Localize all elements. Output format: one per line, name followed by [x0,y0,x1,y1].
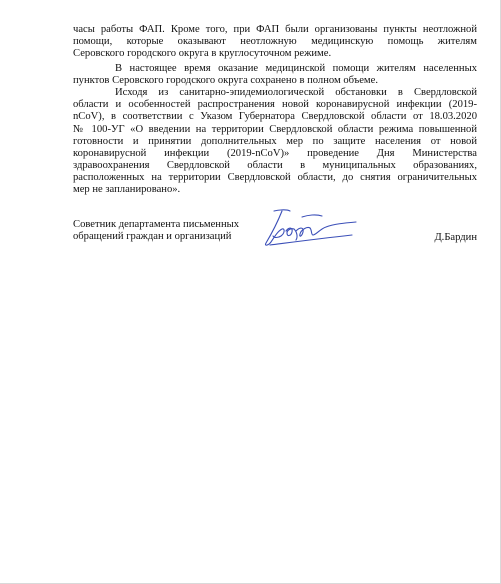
text-line: nCoV), в соответствии с Указом Губернатора Свердловской области от 18.03.2020 [73,111,477,123]
text-line: пунктов Серовского городского округа сохранено в полном объеме. [73,74,378,86]
text-line: В настоящее время оказание медицинской помощи жителям населенных [115,62,477,74]
text-line: Исходя из санитарно-эпидемиологической обстановки в Свердловской [115,86,477,98]
text-line: здравоохранения Свердловской области в муниципальных образованиях, [73,160,477,172]
text-line: Серовского городского округа в круглосуточном режиме. [73,48,332,60]
handwritten-signature [256,205,364,249]
position-line: Советник департамента письменных [73,219,240,230]
text-line: области и особенностей распространения новой коронавирусной инфекции (2019- [73,99,477,111]
position-line: обращений граждан и организаций [73,231,232,243]
text-line: коронавирусной инфекции (2019-nCoV)» проведение Дня Министерства [73,147,477,159]
text-line: часы работы ФАП. Кроме того, при ФАП были организованы пункты неотложной [73,24,477,35]
text-line: № 100-УГ «О введении на территории Свердловской области режима повышенной [73,123,477,135]
text-line: расположенных на территории Свердловской области, до снятия ограничительных [73,172,477,184]
letter-body [73,24,477,197]
text-line: помощи, которые оказывают неотложную медицинскую помощь жителям [73,36,477,48]
signatory-position [73,219,239,243]
text-line: мер не запланировано». [73,184,181,196]
text-line: готовности и принятии дополнительных мер по защите населения от новой [73,135,477,147]
signatory-name: Д.Бардин [434,232,477,243]
